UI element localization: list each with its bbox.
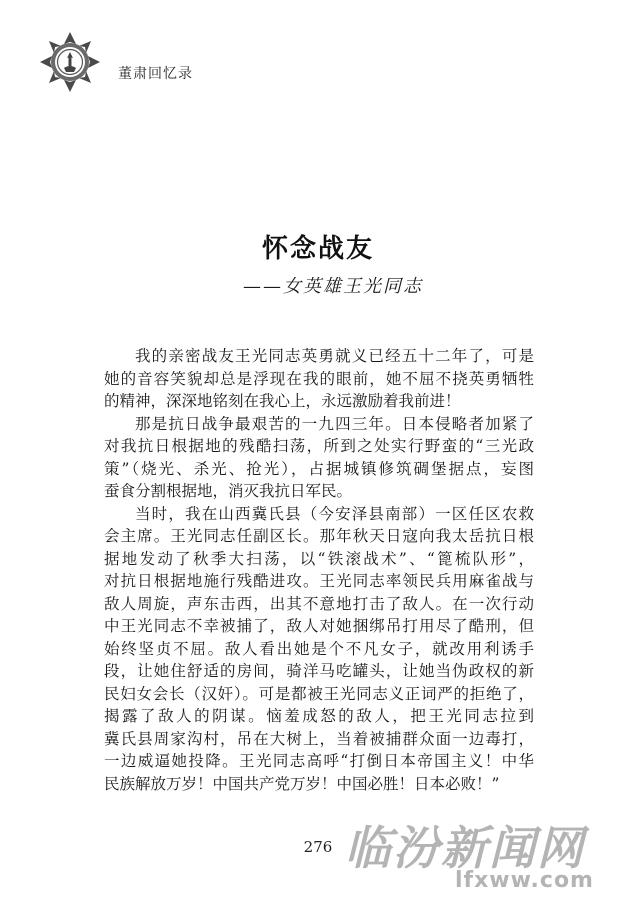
text-line: 我的亲密战友王光同志英勇就义已经五十二年了，可是 xyxy=(135,347,534,365)
page-number: 276 xyxy=(303,838,333,856)
text-line: 那是抗日战争最艰苦的一九四三年。日本侵略者加紧了 xyxy=(135,414,534,433)
text-line: 蚕食分割根据地，消灭我抗日军民。 xyxy=(104,482,353,500)
text-line: 会主席。王光同志任副区长。那年秋天日寇向我太岳抗日根 xyxy=(104,527,534,545)
body-text xyxy=(104,345,534,795)
lotus-emblem-icon xyxy=(38,30,102,94)
text-line: 始终坚贞不屈。敌人看出她是个不凡女子，就改用利诱手 xyxy=(104,639,534,658)
text-line: 她的音容笑貌却总是浮现在我的眼前，她不屈不挠英勇牺牲 xyxy=(104,369,534,388)
text-line: 对抗日根据地施行残酷进攻。王光同志率领民兵用麻雀战与 xyxy=(104,572,534,590)
text-line: 揭露了敌人的阴谋。恼羞成怒的敌人，把王光同志拉到 xyxy=(104,707,534,725)
text-line: 民妇女会长（汉奸）。可是都被王光同志义正词严的拒绝了， xyxy=(104,684,534,703)
text-line: 段，让她住舒适的房间，骑洋马吃罐头，让她当伪政权的新 xyxy=(104,662,534,680)
text-line: 当时，我在山西冀氏县（今安泽县南部）一区任区农救 xyxy=(135,504,534,523)
text-line: 对我抗日根据地的残酷扫荡，所到之处实行野蛮的“三光政 xyxy=(104,437,534,455)
text-line: 中王光同志不幸被捕了，敌人对她捆绑吊打用尽了酷刑，但 xyxy=(104,617,534,635)
text-line: 策”（烧光、杀光、抢光），占据城镇修筑碉堡据点，妄图 xyxy=(104,459,534,478)
running-header-title: 董肃回忆录 xyxy=(118,66,193,82)
text-line: 据地发动了秋季大扫荡，以“铁滚战术”、“篦梳队形”， xyxy=(104,549,534,568)
text-line: 冀氏县周家沟村，吊在大树上，当着被捕群众面一边毒打， xyxy=(104,729,534,748)
text-line: 的精神，深深地铭刻在我心上，永远激励着我前进！ xyxy=(104,392,461,410)
text-line: 民族解放万岁！中国共产党万岁！中国必胜！日本必败！” xyxy=(104,774,500,793)
text-line: 敌人周旋，声东击西，出其不意地打击了敌人。在一次行动 xyxy=(104,594,534,613)
watermark-domain: lfxww.com xyxy=(455,868,594,893)
chapter-title: 怀念战友 xyxy=(261,234,374,264)
text-line: 一边威逼她投降。王光同志高呼“打倒日本帝国主义！中华 xyxy=(104,752,534,770)
watermark-site-name: 临汾新闻网 xyxy=(345,821,585,875)
chapter-subtitle: ——女英雄王光同志 xyxy=(243,276,423,297)
